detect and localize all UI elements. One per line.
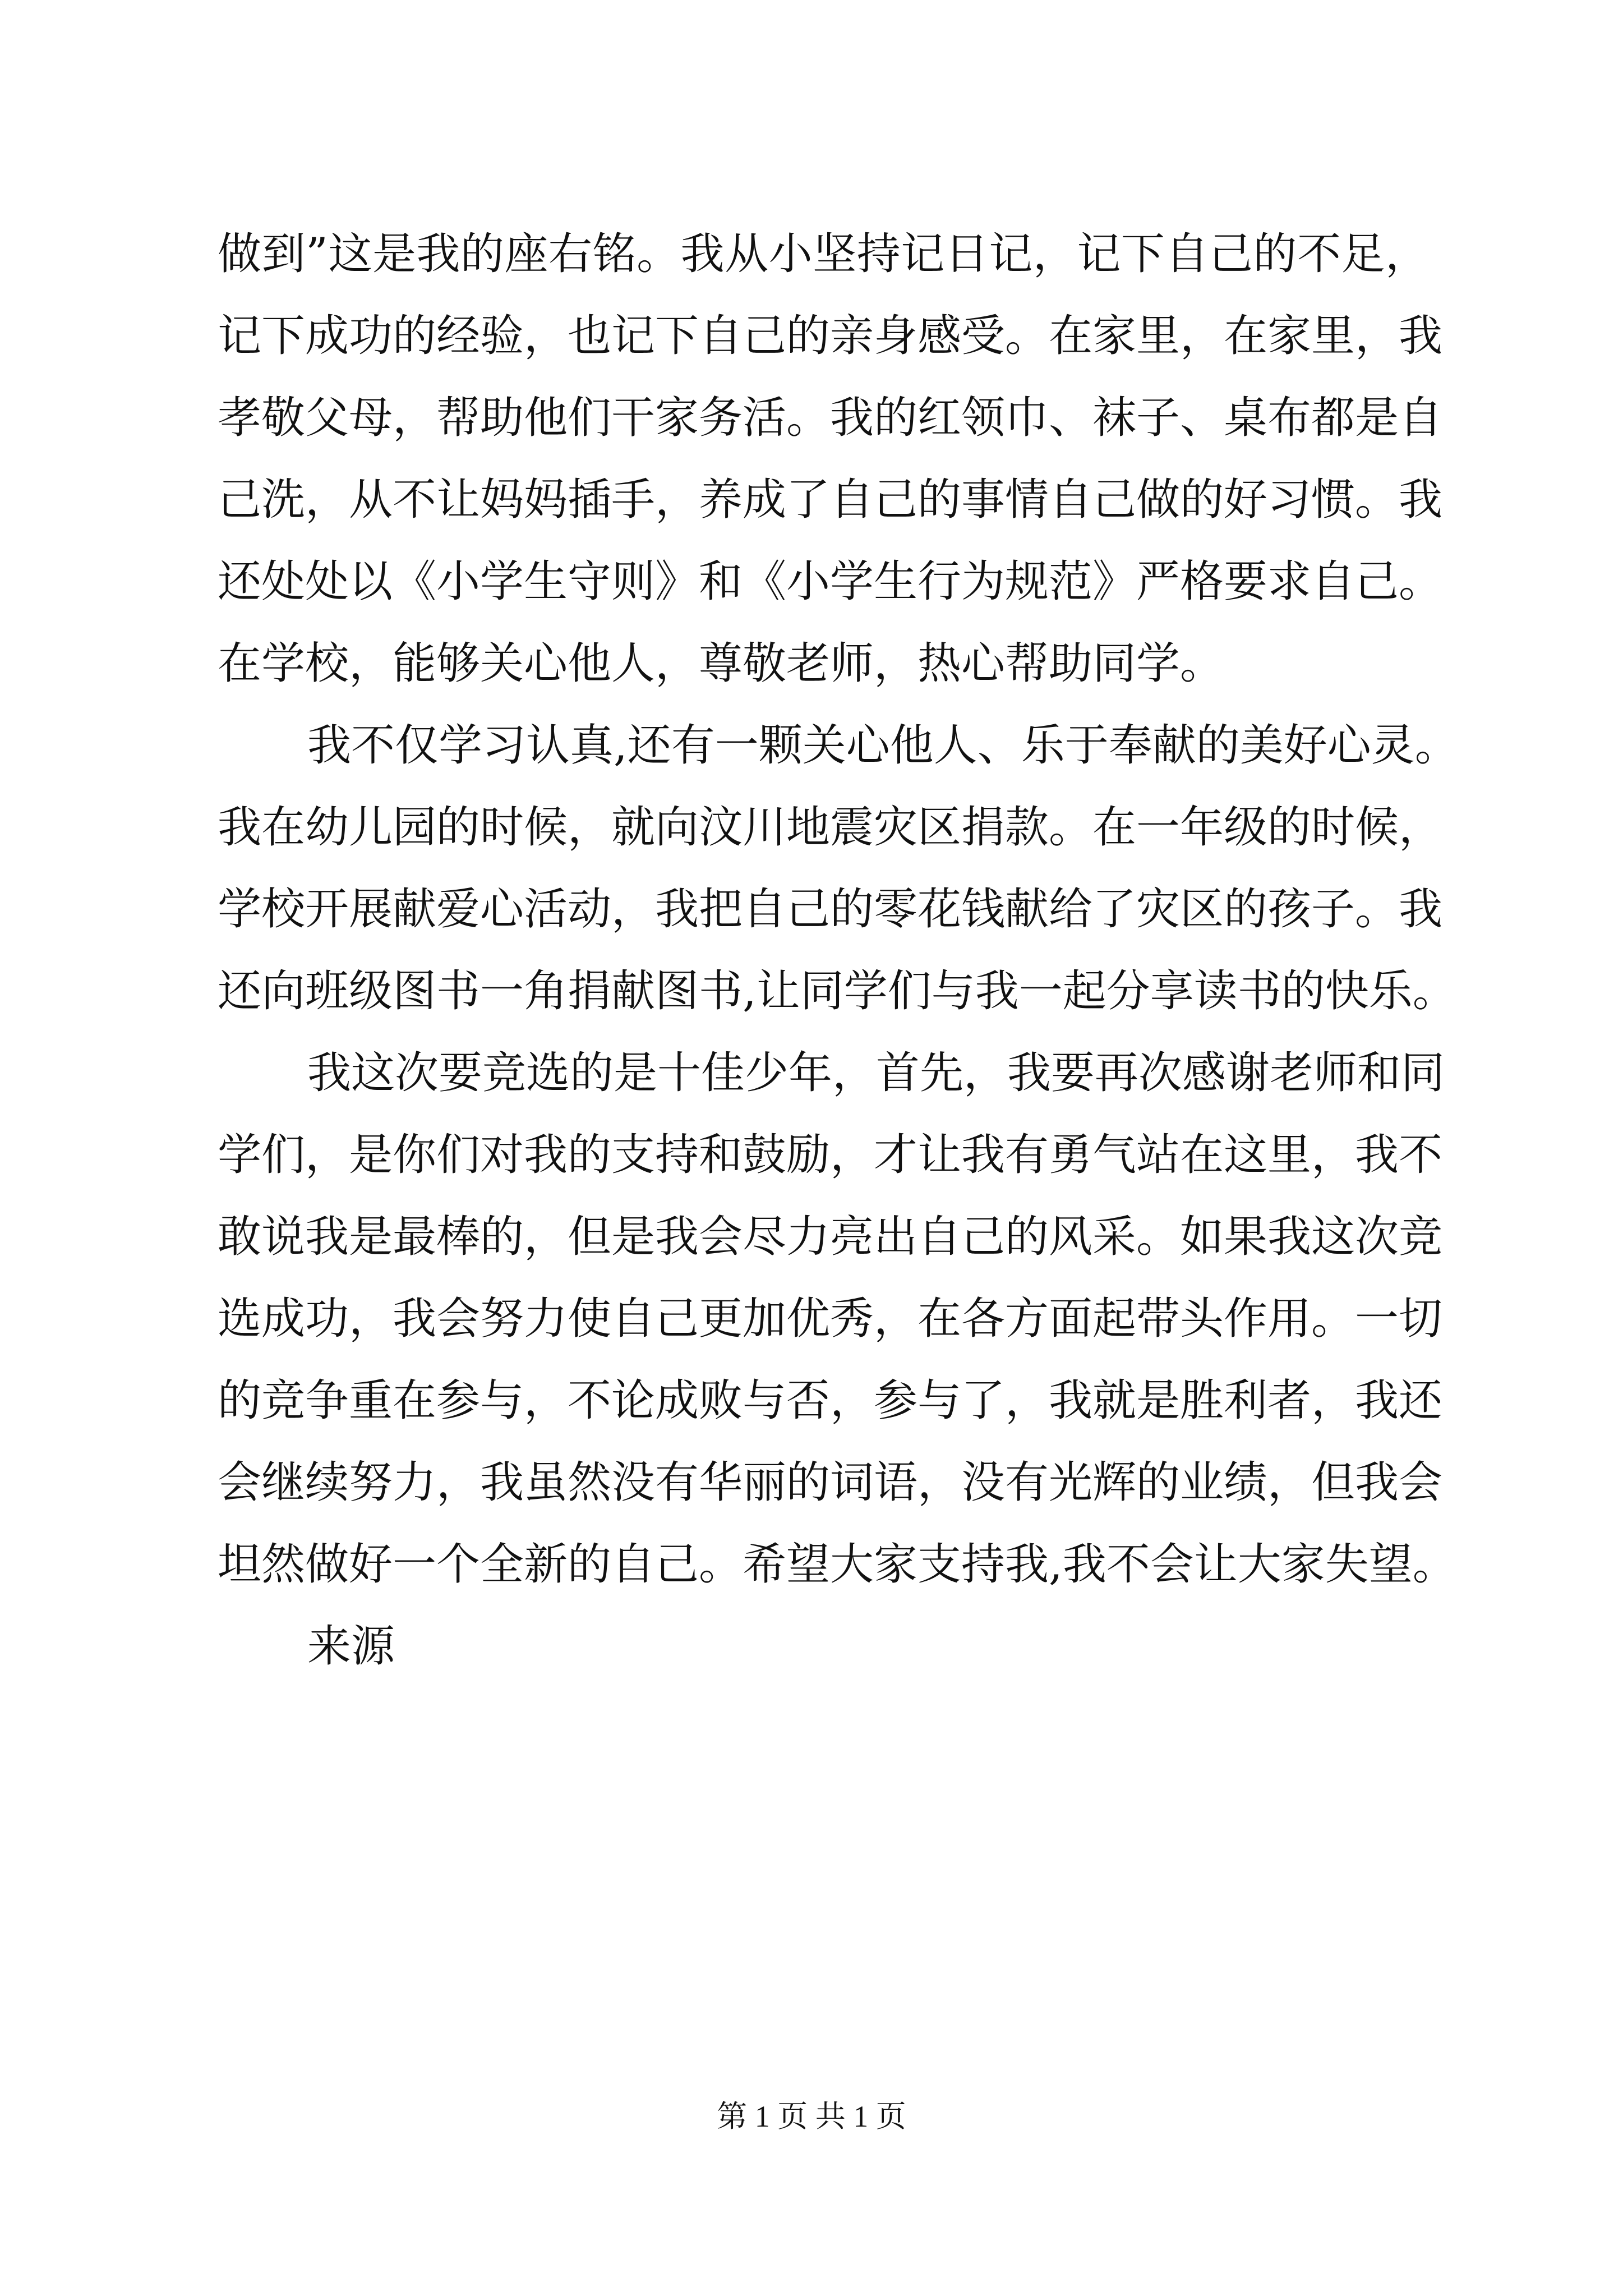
page-number-footer: 第 1 页 共 1 页 [717,2100,906,2133]
document-body [218,213,1459,1687]
text-line: 坦然做好一个全新的自己。希望大家支持我,我不会让大家失望。 [218,1539,1456,1590]
text-line: 还处处以《小学生守则》和《小学生行为规范》严格要求自己。 [218,556,1443,607]
text-line: 还向班级图书一角捐献图书,让同学们与我一起分享读书的快乐。 [218,966,1456,1016]
text-line: 选成功，我会努力使自己更加优秀，在各方面起带头作用。一切 [218,1294,1443,1344]
text-line: 孝敬父母，帮助他们干家务活。我的红领巾、袜子、桌布都是自 [218,393,1443,443]
text-line: 己洗，从不让妈妈插手，养成了自己的事情自己做的好习惯。我 [218,475,1443,525]
text-line: 我这次要竞选的是十佳少年，首先，我要再次感谢老师和同 [307,1048,1445,1098]
text-line: 会继续努力，我虽然没有华丽的词语，没有光辉的业绩，但我会 [218,1457,1443,1508]
text-line: 我在幼儿园的时候，就向汶川地震灾区捐款。在一年级的时候， [218,802,1443,853]
text-line: 做到”这是我的座右铭。我从小坚持记日记，记下自己的不足， [218,229,1429,279]
text-line: 学校开展献爱心活动，我把自己的零花钱献给了灾区的孩子。我 [218,884,1443,935]
text-line: 敢说我是最棒的，但是我会尽力亮出自己的风采。如果我这次竞 [218,1212,1443,1262]
text-line: 记下成功的经验，也记下自己的亲身感受。在家里，在家里，我 [218,311,1443,361]
source-label: 来源 [307,1621,395,1672]
text-line: 我不仅学习认真,还有一颗关心他人、乐于奉献的美好心灵。 [307,720,1459,771]
text-line: 在学校，能够关心他人，尊敬老师，热心帮助同学。 [218,638,1224,689]
text-line: 学们，是你们对我的支持和鼓励，才让我有勇气站在这里，我不 [218,1130,1443,1180]
text-line: 的竞争重在参与，不论成败与否，参与了，我就是胜利者，我还 [218,1375,1443,1426]
